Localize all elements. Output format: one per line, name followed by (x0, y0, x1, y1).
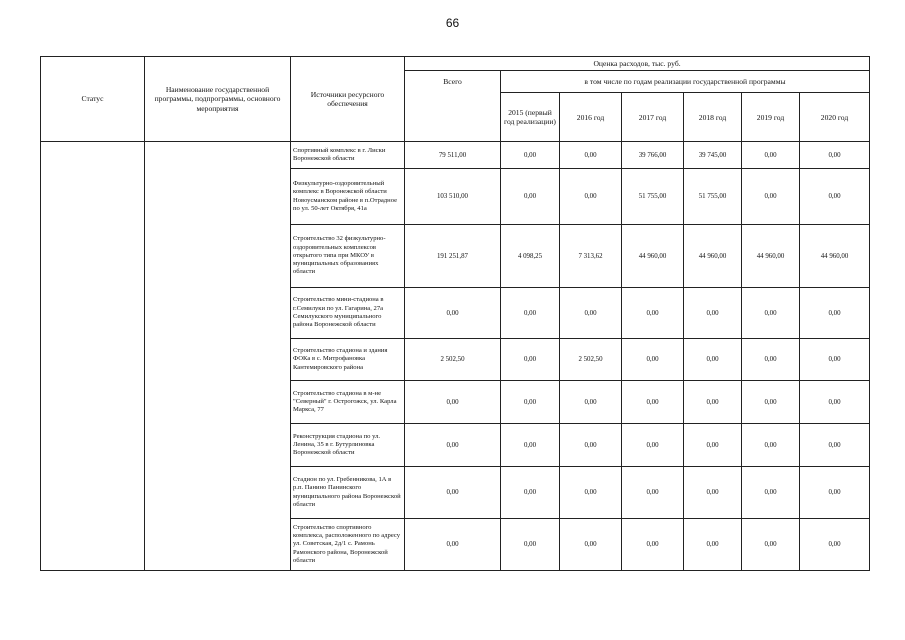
value-cell: 0,00 (742, 424, 800, 467)
value-cell: 0,00 (622, 467, 684, 519)
value-cell: 0,00 (742, 288, 800, 339)
value-cell: 39 745,00 (684, 142, 742, 169)
value-cell: 44 960,00 (742, 225, 800, 288)
header-sources: Источники ресурсного обеспечения (291, 57, 405, 142)
header-year-2015: 2015 (первый год реализации) (501, 93, 560, 142)
source-cell: Реконструкция стадиона по ул. Ленина, 35 в г. Бутурлиновка Воронежской области (291, 424, 405, 467)
value-cell: 0,00 (560, 142, 622, 169)
value-cell: 0,00 (560, 169, 622, 225)
total-cell: 2 502,50 (405, 339, 501, 381)
value-cell: 0,00 (684, 519, 742, 571)
value-cell: 0,00 (684, 339, 742, 381)
page-number: 66 (445, 16, 460, 30)
value-cell: 0,00 (800, 288, 870, 339)
value-cell: 44 960,00 (622, 225, 684, 288)
value-cell: 0,00 (560, 467, 622, 519)
value-cell: 44 960,00 (684, 225, 742, 288)
value-cell: 0,00 (800, 381, 870, 424)
table-row (41, 142, 870, 169)
status-cell (41, 142, 145, 571)
total-cell: 0,00 (405, 288, 501, 339)
value-cell: 0,00 (501, 467, 560, 519)
value-cell: 0,00 (800, 142, 870, 169)
value-cell: 0,00 (501, 288, 560, 339)
value-cell: 0,00 (742, 519, 800, 571)
source-cell: Строительство стадиона и здания ФОКа в с. Митрофановка Кантемировского района (291, 339, 405, 381)
source-cell: Строительство мини-стадиона в г.Семилуки по ул. Гагарина, 27а Семилукского муниципального района Воронежской области (291, 288, 405, 339)
value-cell: 0,00 (684, 381, 742, 424)
value-cell: 0,00 (800, 169, 870, 225)
header-expenses: Оценка расходов, тыс. руб. (405, 57, 870, 71)
value-cell: 0,00 (501, 424, 560, 467)
source-cell: Строительство спортивного комплекса, расположенного по адресу ул. Советская, 2д/1 с. Рамонь Рамонского района, Воронежской области (291, 519, 405, 571)
value-cell: 0,00 (622, 339, 684, 381)
value-cell: 0,00 (560, 519, 622, 571)
value-cell: 0,00 (800, 339, 870, 381)
value-cell: 0,00 (684, 288, 742, 339)
value-cell: 0,00 (622, 288, 684, 339)
value-cell: 39 766,00 (622, 142, 684, 169)
header-year-2016: 2016 год (560, 93, 622, 142)
header-year-2020: 2020 год (800, 93, 870, 142)
header-year-2018: 2018 год (684, 93, 742, 142)
total-cell: 103 510,00 (405, 169, 501, 225)
value-cell: 44 960,00 (800, 225, 870, 288)
total-cell: 191 251,87 (405, 225, 501, 288)
value-cell: 51 755,00 (684, 169, 742, 225)
value-cell: 0,00 (501, 339, 560, 381)
value-cell: 0,00 (501, 142, 560, 169)
value-cell: 0,00 (560, 288, 622, 339)
value-cell: 0,00 (800, 519, 870, 571)
value-cell: 0,00 (684, 424, 742, 467)
budget-table (40, 56, 870, 571)
total-cell: 79 511,00 (405, 142, 501, 169)
total-cell: 0,00 (405, 519, 501, 571)
value-cell: 0,00 (800, 467, 870, 519)
header-year-2017: 2017 год (622, 93, 684, 142)
value-cell: 0,00 (501, 169, 560, 225)
value-cell: 0,00 (742, 339, 800, 381)
header-by-year: в том числе по годам реализации государственной программы (501, 71, 870, 93)
value-cell: 0,00 (622, 381, 684, 424)
value-cell: 0,00 (742, 467, 800, 519)
header-year-2019: 2019 год (742, 93, 800, 142)
value-cell: 0,00 (622, 519, 684, 571)
value-cell: 2 502,50 (560, 339, 622, 381)
total-cell: 0,00 (405, 424, 501, 467)
value-cell: 0,00 (560, 424, 622, 467)
total-cell: 0,00 (405, 381, 501, 424)
value-cell: 0,00 (800, 424, 870, 467)
value-cell: 0,00 (742, 381, 800, 424)
value-cell: 0,00 (742, 142, 800, 169)
program-name-cell (145, 142, 291, 571)
value-cell: 0,00 (622, 424, 684, 467)
value-cell: 0,00 (501, 381, 560, 424)
value-cell: 7 313,62 (560, 225, 622, 288)
source-cell: Физкультурно-оздоровительный комплекс в Воронежской области Новоусманском районе в п.Отрадное по ул. 50-лет Октября, 41а (291, 169, 405, 225)
header-status: Статус (41, 57, 145, 142)
source-cell: Строительство 32 физкультурно-оздоровительных комплексов открытого типа при МКОУ в муниципальных образованиях области (291, 225, 405, 288)
value-cell: 0,00 (501, 519, 560, 571)
source-cell: Спортивный комплекс в г. Лиски Воронежской области (291, 142, 405, 169)
value-cell: 4 098,25 (501, 225, 560, 288)
value-cell: 0,00 (560, 381, 622, 424)
header-program-name: Наименование государственной программы, подпрограммы, основного мероприятия (145, 57, 291, 142)
source-cell: Стадион по ул. Гребенникова, 1А в р.п. Панино Панинского муниципального района Воронежской области (291, 467, 405, 519)
total-cell: 0,00 (405, 467, 501, 519)
header-total: Всего (405, 71, 501, 142)
source-cell: Строительство стадиона в м-не "Северный" г. Острогожск, ул. Карла Маркса, 77 (291, 381, 405, 424)
value-cell: 0,00 (742, 169, 800, 225)
value-cell: 51 755,00 (622, 169, 684, 225)
value-cell: 0,00 (684, 467, 742, 519)
